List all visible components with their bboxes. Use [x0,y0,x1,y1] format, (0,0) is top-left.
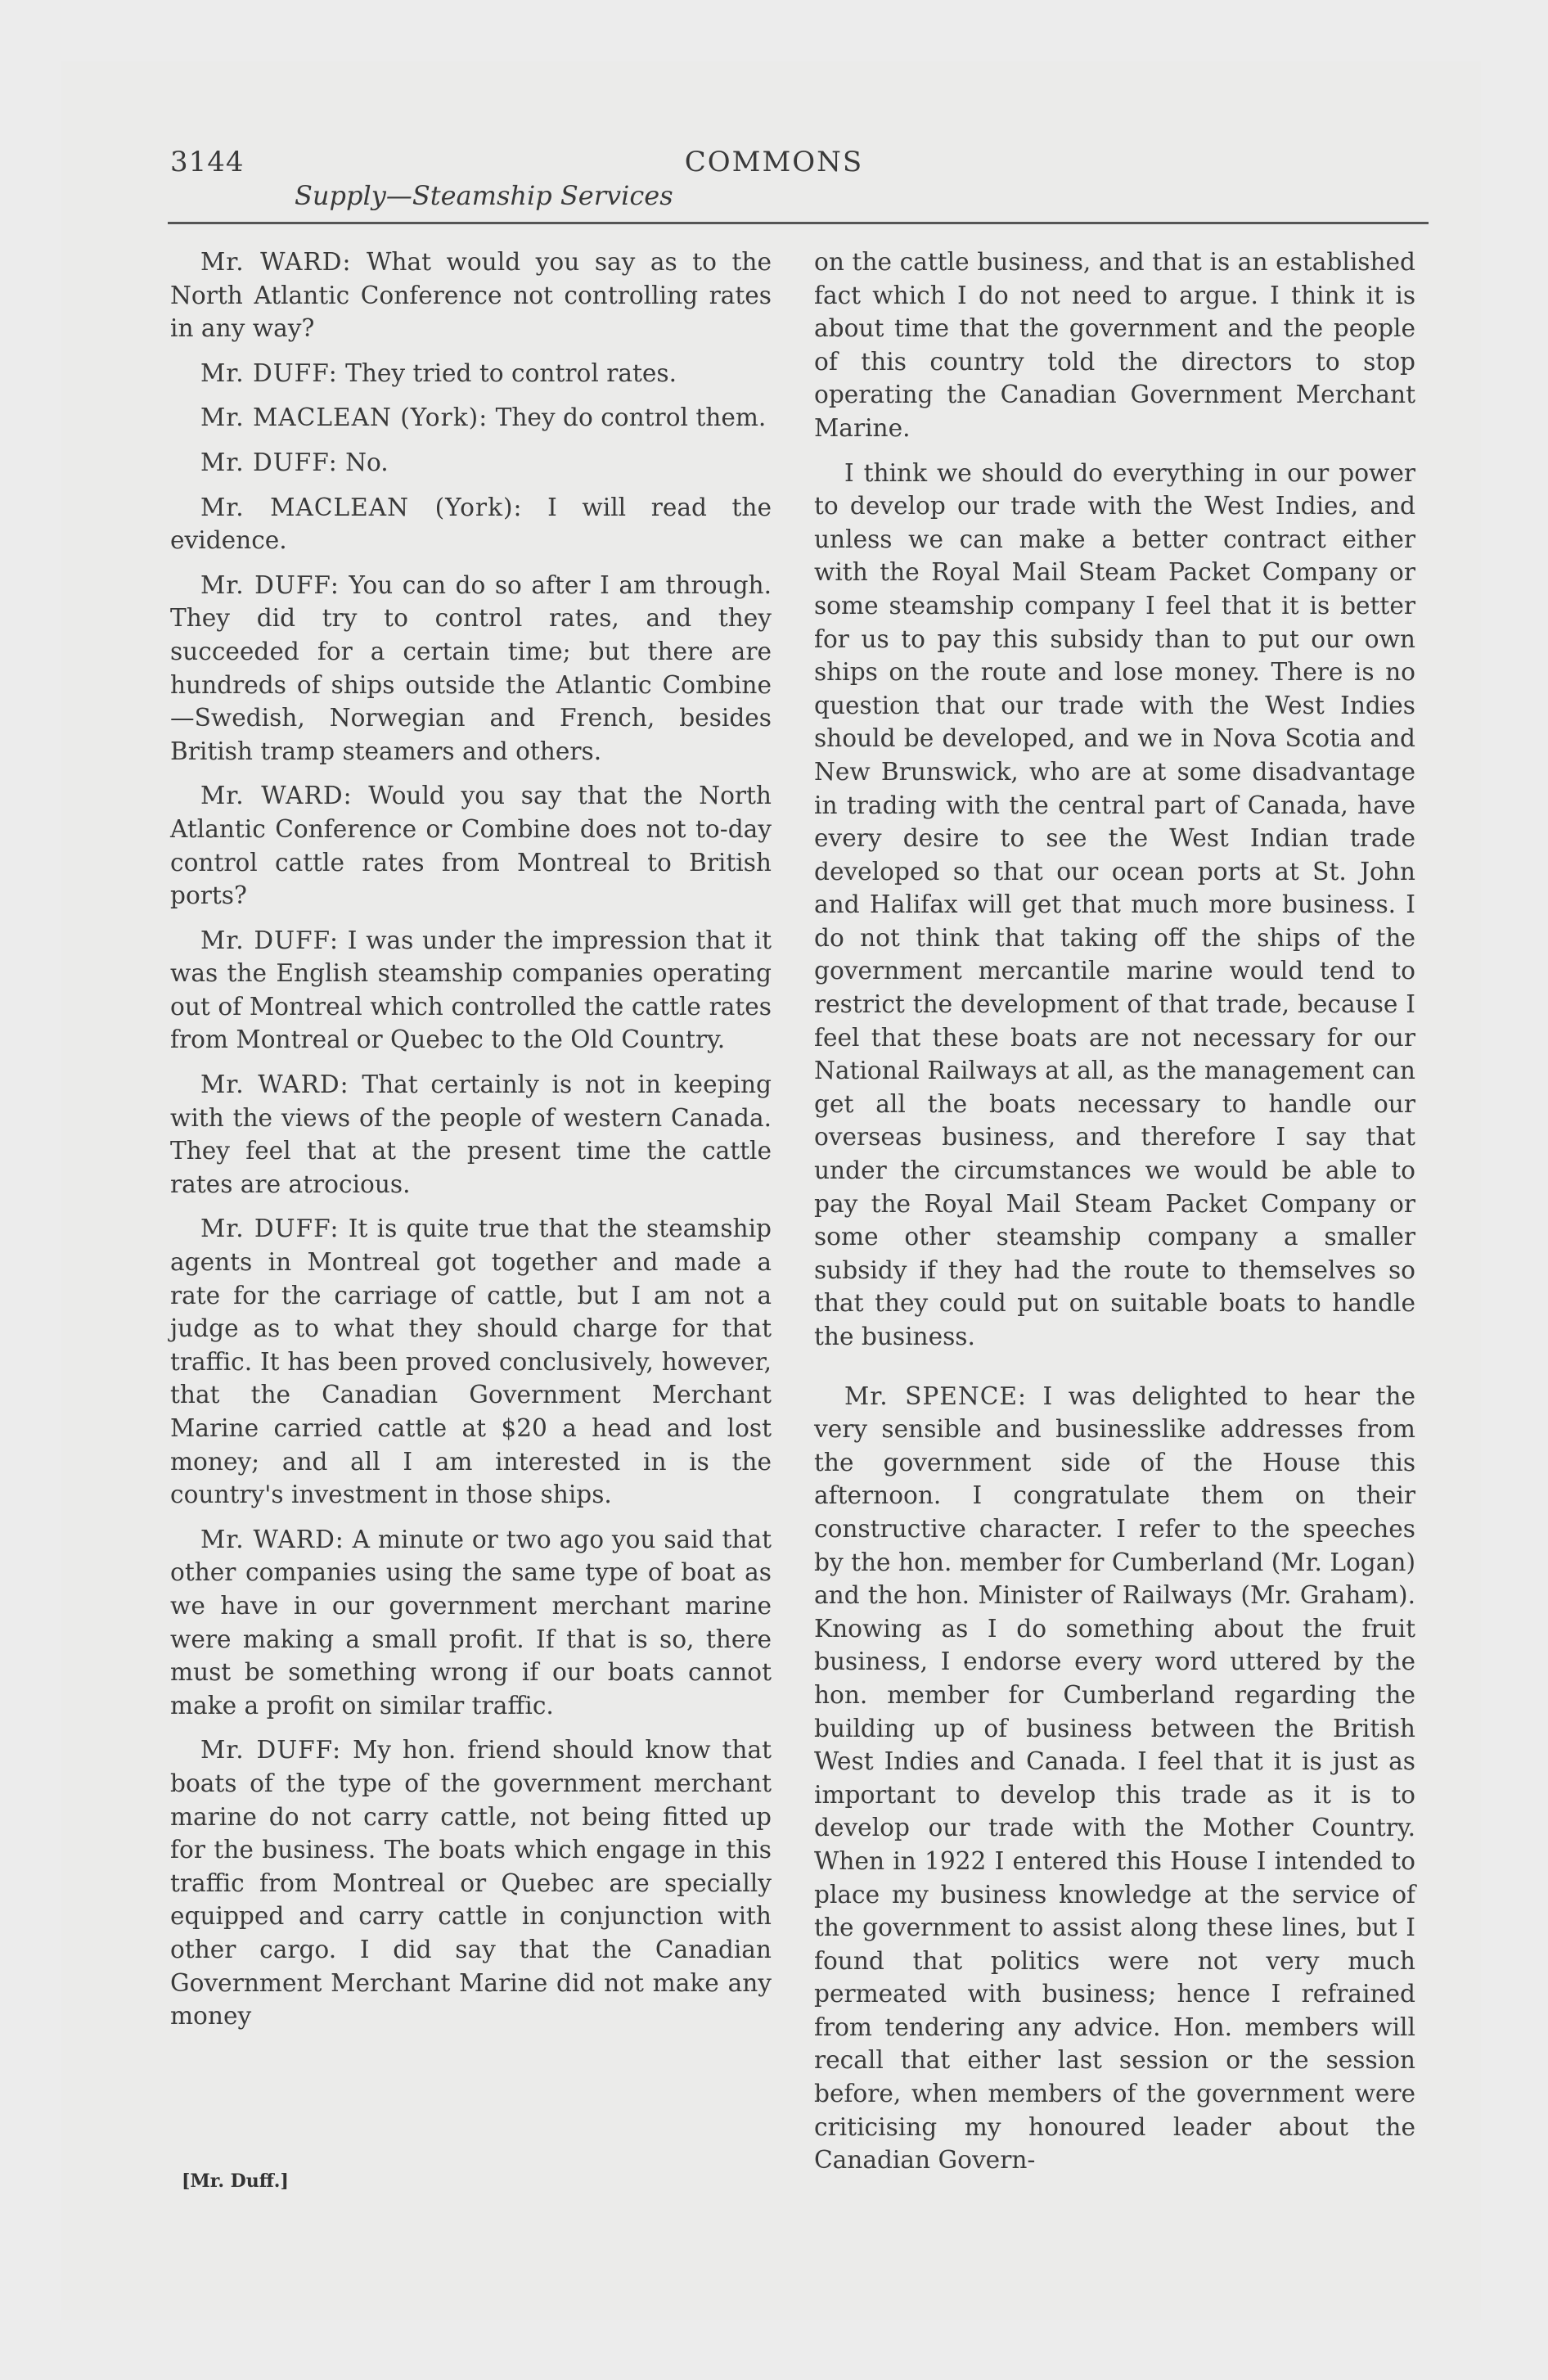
paragraph-text: It is quite true that the steamship agents in Montreal got together and made a rate for the carriage of cattle, but I am not a judge as to what they should charge for that traffic. It has been proved conclusively, however, that the Canadian Government Merchant Marine carried cattle at $20 a head and lost money; and all I am interested in is the country's investment in those ships. [170,1215,772,1509]
paragraph-text: Would you say that the North Atlantic Conference or Combine does not to-day control cattle rates from Montreal to British ports? [170,782,772,910]
speaker-name: Mr. DUFF: [200,1736,342,1765]
paragraph-text: I think we should do everything in our power to develop our trade with the West Indies, and unless we can make a better contract either with the Royal Mail Steam Packet Company or some steamship company I feel that it is better for us to pay this subsidy than to put our own ships on the route and lose money. There is no question that our trade with the West Indies should be developed, and we in Nova Scotia and New Brunswick, who are at some disadvantage in trading with the central part of Canada, have every desire to see the West Indian trade developed so that our ocean ports at St. John and Halifax will get that much more business. I do not think that taking off the ships of the government mercantile marine would tend to restrict the development of that trade, because I feel that these boats are not necessary for our National Railways at all, as the management can get all the boats necessary to handle our overseas business, and therefore I say that under the circumstances we would be able to pay the Royal Mail Steam Packet Company or some other steamship company a smaller subsidy if they had the route to themselves so that they could put on suitable boats to handle the business. [814,458,1415,1350]
page-number: 3144 [170,146,245,178]
paragraph [170,1068,772,1201]
paragraph [170,491,772,557]
speaker-name: Mr. WARD: [200,782,353,810]
speaker-name: Mr. DUFF: [200,448,338,476]
paragraph [170,246,772,345]
left-column [170,246,772,2044]
paragraph-text: That certainly is not in keeping with the views of the people of western Canada. They feel that at the present time the cattle rates are atrocious. [170,1071,772,1198]
paragraph-text: My hon. friend should know that boats of the type of the government merchant marine do not carry cattle, not being fitted up for the business. The boats which engage in this traffic from Montreal or Quebec are specially equipped and carry cattle in conjunction with other cargo. I did say that the Canadian Government Merchant Marine did not make any money [170,1736,772,2031]
paragraph-text: You can do so after I am through. They did try to control rates, and they succeeded for a certain time; but there are hundreds of ships outside the Atlantic Combine—Swedish, Norwegian and French, besides British tramp steamers and others. [170,570,772,765]
paragraph [170,779,772,912]
paragraph-text: No. [345,448,389,476]
paragraph [170,1523,772,1723]
paragraph [170,401,772,435]
speaker-name: Mr. DUFF: [200,926,340,954]
paragraph [170,1733,772,2032]
running-title: COMMONS [684,146,864,178]
speaker-name: Mr. DUFF: [200,358,338,387]
paragraph-text: on the cattle business, and that is an established fact which I do not need to argue. I think it is about time that the government and the people of this country told the directors to stop operating the Canadian Government Merchant Marine. [814,248,1415,442]
header-rule [168,222,1429,224]
paragraph-text: They do control them. [495,403,767,432]
paragraph [170,1212,772,1511]
paragraph [170,357,772,390]
speaker-name: Mr. MACLEAN (York): [200,403,488,432]
speaker-name: Mr. DUFF: [200,570,340,599]
speaker-name: Mr. WARD: [200,248,352,276]
paragraph-text: What would you say as to the North Atlantic Conference not controlling rates in any way? [170,248,772,343]
paragraph [814,246,1415,445]
section-subtitle: Supply—Steamship Services [295,180,673,211]
paragraph-text: A minute or two ago you said that other companies using the same type of boat as we have in our government merchant marine were making a small profit. If that is so, there must be something wrong if our boats cannot make a profit on similar traffic. [170,1525,772,1720]
paragraph [170,446,772,480]
speaker-name: Mr. SPENCE: [844,1382,1027,1410]
paragraph [814,1380,1415,2177]
paragraph-text: I was delighted to hear the very sensible and businesslike addresses from the government side of the House this afternoon. I congratulate them on their constructive character. I refer to the speeches by the hon. member for Cumberland (Mr. Logan) and the hon. Minister of Railways (Mr. Graham). Knowing as I do something about the fruit business, I endorse every word uttered by the hon. member for Cumberland regarding the building up of business between the British West Indies and Canada. I feel that it is just as important to develop this trade as it is to develop our trade with the Mother Country. When in 1922 I entered this House I intended to place my business knowledge at the service of the government to assist along these lines, but I found that politics were not very much permeated with business; hence I refrained from tendering any advice. Hon. members will recall that either last session or the session before, when members of the government were criticising my honoured leader about the Canadian Govern- [814,1382,1415,2175]
paragraph [814,457,1415,1354]
footer-note: [Mr. Duff.] [182,2170,289,2192]
paragraph-text: I was under the impression that it was the English steamship companies operating out of Montreal which controlled the cattle rates from Montreal or Quebec to the Old Country. [170,926,772,1054]
speaker-name: Mr. WARD: [200,1071,349,1099]
speaker-name: Mr. MACLEAN (York): [200,493,523,521]
speaker-name: Mr. WARD: [200,1525,344,1553]
right-column [814,246,1415,2188]
paragraph-text: They tried to control rates. [345,358,677,387]
paragraph [170,569,772,769]
speaker-name: Mr. DUFF: [200,1215,340,1243]
paragraph [170,924,772,1057]
paragraph-text: I will read the evidence. [170,493,772,555]
